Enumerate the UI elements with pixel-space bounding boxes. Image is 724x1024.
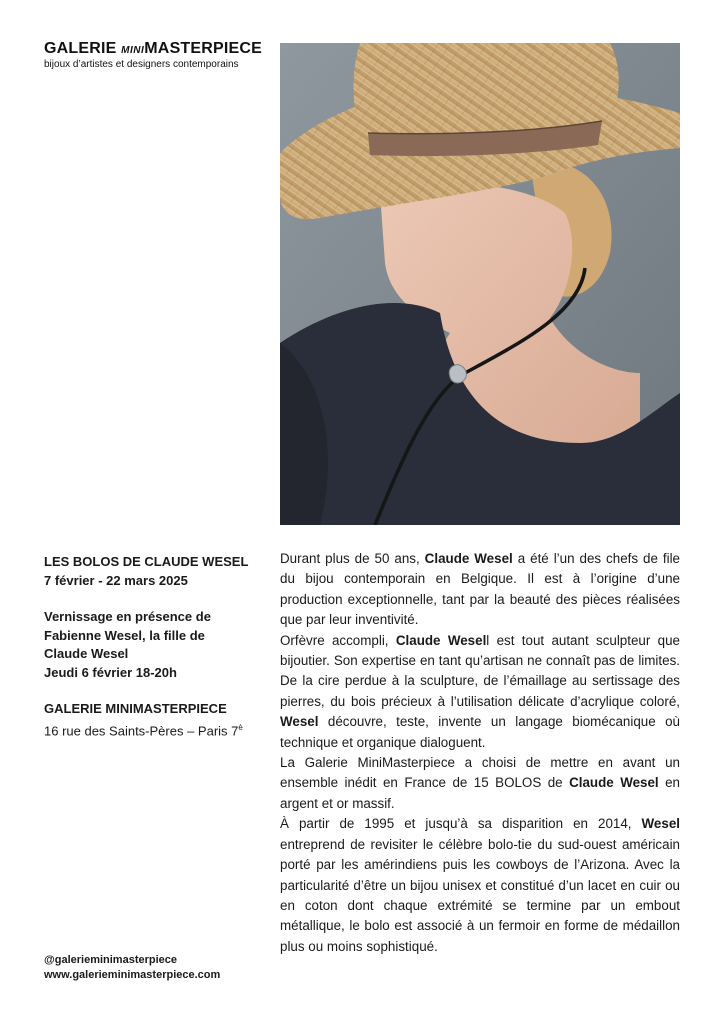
logo-mini: MINI [121,45,145,56]
gallery-logo [44,40,262,71]
address-superscript: è [238,722,243,732]
website-link[interactable]: www.galerieminimasterpiece.com [44,969,221,981]
press-release-body [280,549,680,957]
logo-title: GALERIE MINIMASTERPIECE [44,40,263,57]
gallery-name: GALERIE MINIMASTERPIECE [44,701,227,716]
opening-line-2: Fabienne Wesel, la fille de [44,627,205,643]
paragraph-4: À partir de 1995 et jusqu’à sa disparition en 2014, Wesel entreprend de revisiter le célèbre bolo-tie du sud-ouest américain porté par les amérindiens puis les cowboys de l’Arizona. Avec la particularité d’être un bijou unisex et constitué d’un lacet en cuir ou en coton dont chaque extrémité se termine par un embout métallique, le bolo est associé à un fermoir en forme de médaillon plus ou moins sophistiqué. [280,816,680,954]
opening-line-3: Claude Wesel [44,646,129,661]
paragraph-1: Durant plus de 50 ans, Claude Wesel a été l’un des chefs de file du bijou contemporain en Belgique. Il est à l’origine d’une production exceptionnelle, tant par la beauté des pièces réalisées que par leur inventivité. [280,551,680,628]
paragraph-3: La Galerie MiniMasterpiece a choisi de mettre en avant un ensemble inédit en France de 15 BOLOS de Claude Wesel en argent et or massif. [280,755,681,811]
gallery-address: 16 rue des Saints-Pères – Paris $7^è$ [44,722,243,738]
opening-line-1: Vernissage en présence de [44,609,211,624]
instagram-handle[interactable]: @galerieminimasterpiece [44,954,178,966]
exhibition-dates: 7 février - 22 mars 2025 [44,572,188,588]
exhibition-info [44,553,269,740]
paragraph-2: Orfèvre accompli, Claude Wesell est tout autant sculpteur que bijoutier. Son expertise en tant qu’artisan ne connaît pas de limites. De la cire perdue à la sculpture, de l’émaillage au sertissage des pierres, du bois précieux à l’utilisation délicate d’acrylique coloré, Wesel découvre, teste, invente un langage biomécanique où technique et organique dialoguent. [280,632,680,750]
exhibition-title: LES BOLOS DE CLAUDE WESEL [44,554,249,569]
footer-contacts [44,953,220,983]
opening-date: Jeudi 6 février 18-20h [44,664,177,680]
logo-subtitle: bijoux d’artistes et designers contemporains [44,59,239,70]
portrait-photo [280,43,680,525]
woman-hat-photo-illustration [280,43,680,525]
